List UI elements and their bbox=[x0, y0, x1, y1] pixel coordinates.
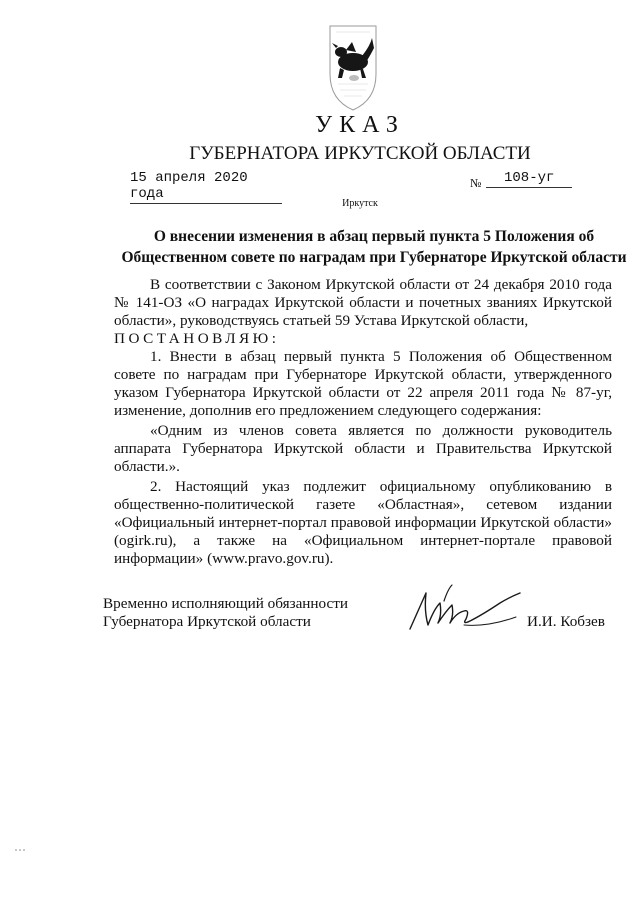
handwritten-signature bbox=[404, 581, 524, 637]
document-number: 108-уг bbox=[486, 170, 572, 188]
scan-artifact bbox=[14, 848, 26, 852]
heading-line-2: Общественном совете по наградам при Губернаторе Иркутской области bbox=[121, 249, 627, 266]
number-sign: № bbox=[470, 176, 482, 190]
document-subtitle: ГУБЕРНАТОРА ИРКУТСКОЙ ОБЛАСТИ bbox=[189, 143, 531, 164]
signer-position-line-2: Губернатора Иркутской области bbox=[103, 613, 311, 630]
document-date: 15 апреля 2020 года bbox=[130, 170, 282, 204]
signer-name: И.И. Кобзев bbox=[527, 613, 605, 630]
document-city: Иркутск bbox=[342, 198, 378, 209]
document-title: УКАЗ bbox=[315, 112, 405, 138]
signer-position bbox=[103, 595, 348, 631]
quote-paragraph: «Одним из членов совета является по должности руководитель аппарата Губернатора Иркутской области и Правительства Иркутской области.». bbox=[114, 422, 612, 475]
preamble-paragraph: В соответствии с Законом Иркутской области от 24 декабря 2010 года № 141-ОЗ «О наградах Иркутской области и почетных званиях Иркутской области», руководствуясь статьей 59 Устава Иркутской области, bbox=[114, 276, 612, 329]
irkutsk-coat-of-arms-icon bbox=[326, 22, 380, 114]
document-heading bbox=[110, 226, 638, 268]
item-2-paragraph: 2. Настоящий указ подлежит официальному опубликованию в общественно-политической газете «Областная», сетевом издании «Официальный интернет-портал правовой информации Иркутской области» (ogirk.ru), а также на «Официальном интернет-портале правовой информации» (www.pravo.gov.ru). bbox=[114, 478, 612, 567]
decree-word: ПОСТАНОВЛЯЮ: bbox=[114, 330, 280, 347]
heading-line-1: О внесении изменения в абзац первый пункта 5 Положения об bbox=[153, 228, 595, 245]
document-body bbox=[114, 276, 612, 568]
item-1-paragraph: 1. Внести в абзац первый пункта 5 Положения об Общественном совете по наградам при Губернаторе Иркутской области, утвержденного указом Губернатора Иркутской области от 22 апреля 2011 года № 87-уг, изменение, дополнив его предложением следующего содержания: bbox=[114, 348, 612, 419]
signer-position-line-1: Временно исполняющий обязанности bbox=[103, 595, 349, 612]
